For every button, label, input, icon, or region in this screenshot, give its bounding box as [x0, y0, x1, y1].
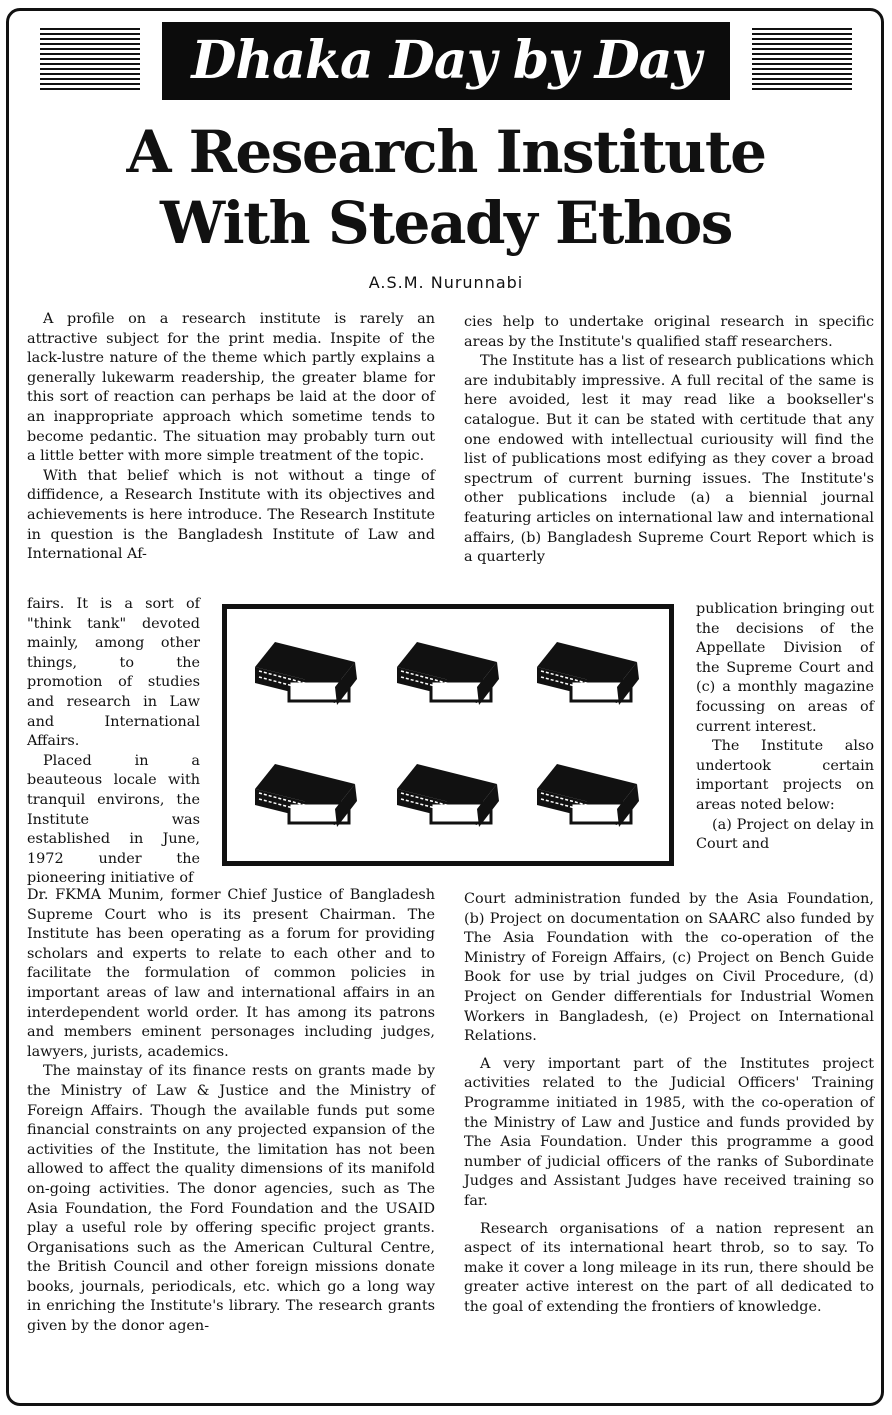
book-icon [397, 764, 499, 827]
book-icon [537, 764, 639, 827]
byline: A.S.M. Nurunnabi [368, 273, 524, 292]
left-column-narrow [27, 595, 200, 889]
paragraph-continuation: cies help to undertake original research in specific areas by the Institute's qualified staff researchers. [464, 314, 874, 350]
paragraph-continuation: Court administration funded by the Asia Foundation, (b) Project on documentation on SAARC also funded by The Asia Foundation with the co-operation of the Ministry of Foreign Affairs, (c) Project on Bench Guide Book for use by trial judges on Civil Procedure, (d) Project on Gender differentials for Industrial Women Workers in Bangladesh, (e) Project on International Relations. [464, 891, 874, 1045]
paragraph: The Institute has a list of research publications which are indubitably impressive. A full recital of the same is here avoided, lest it may read like a bookseller's catalogue. But it can be stated with certitude that any one endowed with intellectual curiousity will find the list of publications most edifying as they cover a broad spectrum of current burning issues. The Institute's other publications include (a) a biennial journal featuring articles on international law and international affairs, (b) Bangladesh Supreme Court Report which is a quarterly [464, 353, 874, 566]
paragraph-continuation: Dr. FKMA Munim, former Chief Justice of Bangladesh Supreme Court who is its present Chairman. The Institute has been operating as a forum for providing scholars and experts to relate to each other and to facilitate the formulation of common policies in important areas of law and international affairs in an interdependent world order. It has among its patrons and members eminent personages including judges, lawyers, jurists, academics. [27, 887, 435, 1060]
masthead [40, 22, 852, 100]
masthead-title: Dhaka Day by Day [162, 22, 730, 100]
right-column-top [464, 313, 874, 568]
right-column-bottom [464, 890, 874, 1317]
paragraph-continuation: publication bringing out the decisions of the Appellate Division of the Supreme Court and (c) a monthly magazine focussing on areas of current interest. [696, 601, 874, 735]
headline-line-2: With Steady Ethos [160, 189, 732, 257]
paragraph: With that belief which is not without a tinge of diffidence, a Research Institute with its objectives and achievements is here introduce. The Research Institute in question is the Bangladesh Institute of Law and International Af- [27, 467, 435, 563]
book-icon [255, 764, 357, 827]
book-icon [397, 642, 499, 705]
paragraph: The mainstay of its finance rests on grants made by the Ministry of Law & Justice and the Ministry of Foreign Affairs. Though the available funds put some financial constraints on any projected expansion of the activities of the Institute, the limitation has not been allowed to affect the quality dimensions of its manifold on-going activities. The donor agencies, such as The Asia Foundation, the Ford Foundation and the USAID play a useful role by offering specific project grants. Organisations such as the American Cultural Centre, the British Council and other foreign missions donate books, journals, periodicals, etc. which go a long way in enriching the Institute's library. The research grants given by the donor agen- [27, 1063, 435, 1335]
paragraph: The Institute also undertook certain important projects on areas noted below: [696, 738, 874, 813]
right-column-narrow [696, 600, 874, 855]
masthead-stripes-right [752, 28, 852, 90]
headline-line-1: A Research Institute [126, 118, 766, 186]
left-column-top [27, 310, 435, 565]
paragraph: Research organisations of a nation represent an aspect of its international heart throb, so to say. To make it cover a long mileage in its run, there should be greater active interest on the part of all dedicated to the goal of extending the frontiers of knowledge. [464, 1220, 874, 1315]
left-column-bottom [27, 886, 435, 1337]
paragraph: (a) Project on delay in Court and [696, 816, 874, 853]
book-icon [537, 642, 639, 705]
masthead-stripes-left [40, 28, 140, 90]
paragraph: A profile on a research institute is rarely an attractive subject for the print media. Inspite of the lack-lustre nature of the theme which partly explains a generally lukewarm readership, the greater blame for this sort of reaction can perhaps be laid at the door of an inappropriate approach which sometime tends to become pedantic. The situation may probably turn out a little better with more simple treatment of the topic. [27, 311, 435, 465]
paragraph-continuation: fairs. It is a sort of "think tank" devoted mainly, among other things, to the promotion of studies and research in Law and International Affairs. [27, 596, 200, 750]
books-icon [227, 609, 669, 861]
paragraph: A very important part of the Institutes project activities related to the Judicial Officers' Training Programme initiated in 1985, with the co-operation of the Ministry of Law and Justice and funds provided by The Asia Foundation. Under this programme a good number of judicial officers of the ranks of Subordinate Judges and Assistant Judges have received training so far. [464, 1055, 874, 1209]
paragraph: Placed in a beauteous locale with tranquil environs, the Institute was established in June, 1972 under the pioneering initiative of [27, 752, 200, 887]
books-illustration [222, 604, 674, 866]
book-icon [255, 642, 357, 705]
